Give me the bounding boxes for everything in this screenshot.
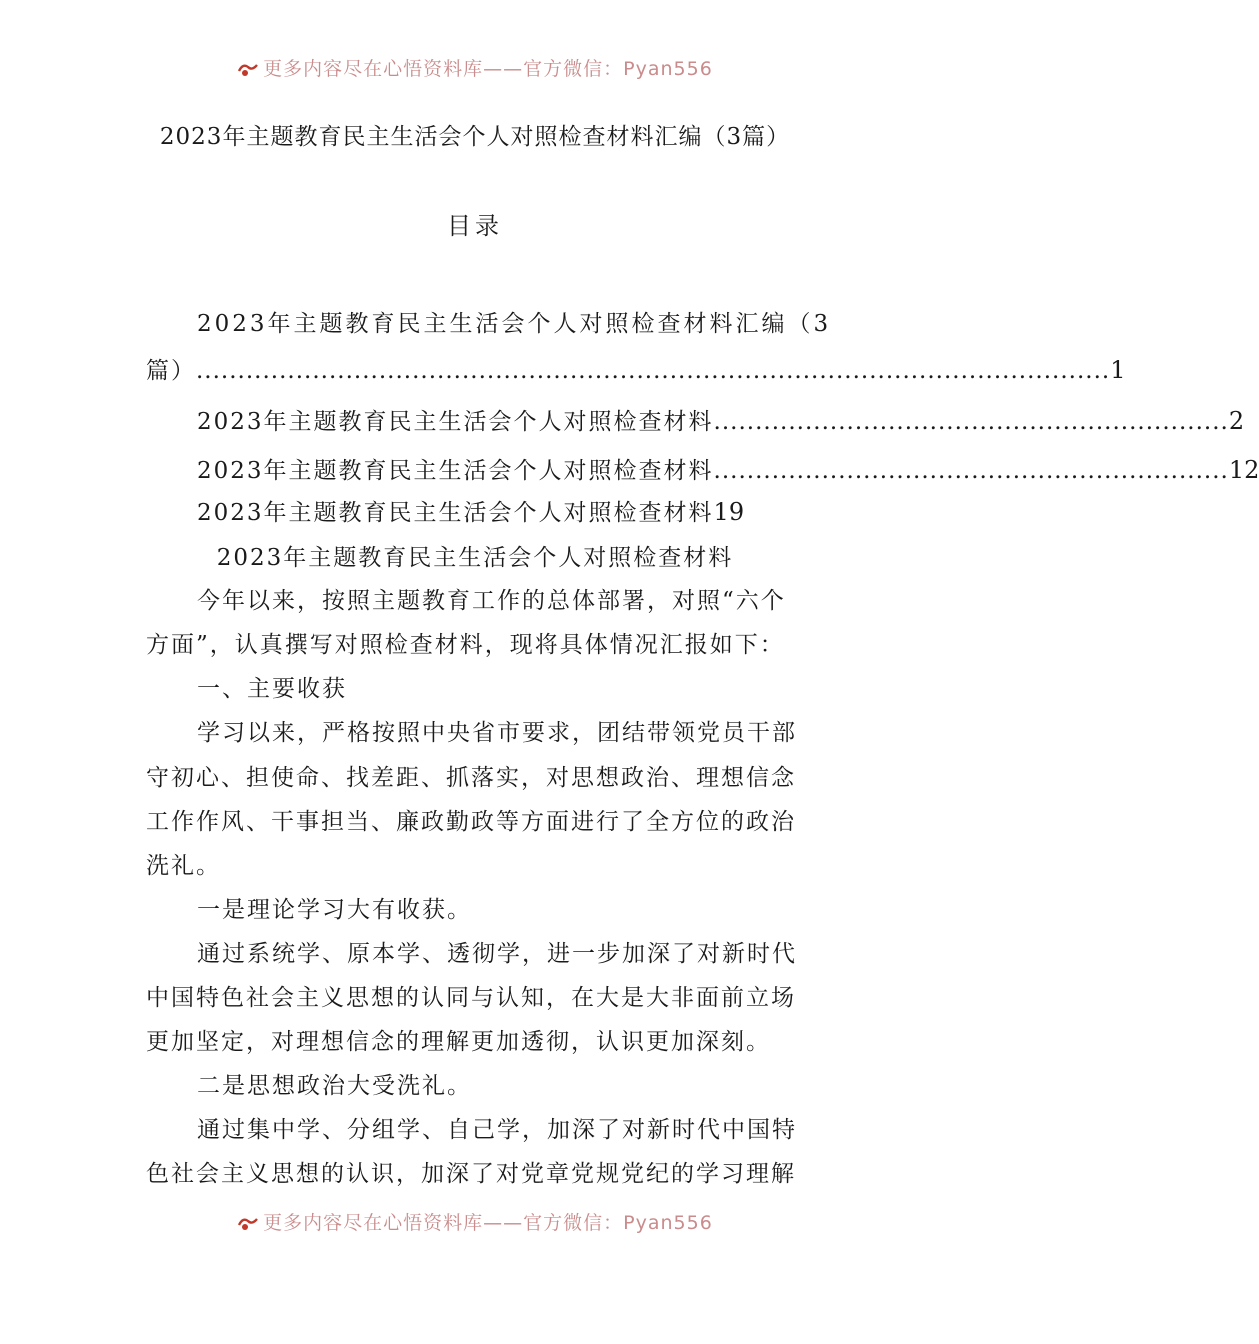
subsection-heading: 一是理论学习大有收获。 [197, 897, 472, 923]
subsection-heading: 二是思想政治大受洗礼。 [197, 1073, 472, 1099]
body-line: 通过系统学、原本学、透彻学，进一步加深了对新时代 [197, 941, 797, 967]
toc-entry-3[interactable] [197, 452, 1259, 490]
toc-entry-2[interactable] [197, 403, 1245, 441]
toc-leader-dots: .............................................................. [713, 458, 1229, 484]
toc-entry-1-line2[interactable] [146, 352, 1126, 390]
brand-logo-icon [237, 1215, 259, 1233]
body-line: 色社会主义思想的认识，加深了对党章党规党纪的学习理解 [146, 1161, 796, 1187]
section-title: 2023年主题教育民主生活会个人对照检查材料 [216, 545, 734, 571]
document-title: 2023年主题教育民主生活会个人对照检查材料汇编（3篇） [159, 124, 791, 150]
body-line: 工作作风、干事担当、廉政勤政等方面进行了全方位的政治 [146, 809, 796, 835]
watermark-text: 更多内容尽在心悟资料库——官方微信：Pyan556 [263, 1212, 713, 1234]
toc-entry-text: 2023年主题教育民主生活会个人对照检查材料汇编（3 [197, 311, 832, 337]
toc-leader-dots: .............................................................................................................. [196, 358, 1111, 384]
toc-page-number: 19 [713, 498, 745, 526]
body-line: 今年以来，按照主题教育工作的总体部署，对照“六个 [197, 588, 786, 614]
toc-entry-text: 2023年主题教育民主生活会个人对照检查材料 [197, 458, 714, 484]
body-line: 更加坚定，对理想信念的理解更加透彻，认识更加深刻。 [146, 1029, 771, 1055]
toc-entry-text: 篇） [146, 358, 196, 384]
toc-entry-text: 2023年主题教育民主生活会个人对照检查材料 [197, 500, 714, 526]
toc-entry-text: 2023年主题教育民主生活会个人对照检查材料 [197, 409, 714, 435]
watermark-text: 更多内容尽在心悟资料库——官方微信：Pyan556 [263, 58, 713, 80]
body-line: 洗礼。 [146, 853, 221, 879]
toc-page-number: 12 [1228, 456, 1259, 484]
toc-entry-4[interactable] [197, 494, 807, 532]
toc-page-number: 2 [1228, 407, 1245, 435]
brand-logo-icon [237, 61, 259, 79]
body-line: 通过集中学、分组学、自己学，加深了对新时代中国特 [197, 1117, 797, 1143]
toc-entry-1-line1[interactable] [197, 306, 832, 344]
body-line: 学习以来，严格按照中央省市要求，团结带领党员干部 [197, 720, 797, 746]
body-line: 方面”，认真撰写对照检查材料，现将具体情况汇报如下： [146, 632, 785, 658]
toc-heading: 目录 [447, 212, 503, 240]
section-heading: 一、主要收获 [197, 676, 347, 702]
toc-page-number: 1 [1110, 356, 1126, 384]
watermark-bottom [0, 1210, 950, 1236]
watermark-top [0, 56, 950, 82]
toc-leader-dots: .............................................................. [713, 409, 1229, 435]
body-line: 中国特色社会主义思想的认同与认知，在大是大非面前立场 [146, 985, 796, 1011]
body-line: 守初心、担使命、找差距、抓落实，对思想政治、理想信念 [146, 765, 796, 791]
